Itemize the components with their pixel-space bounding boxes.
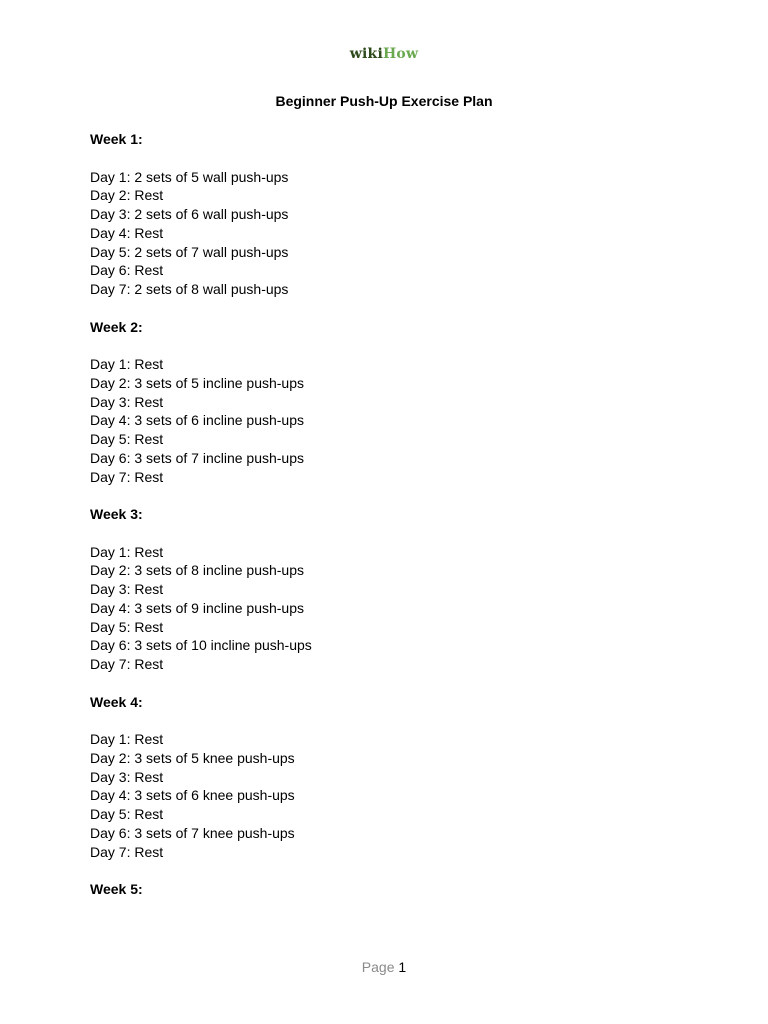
week-heading: Week 3: xyxy=(90,506,143,522)
page-footer xyxy=(0,958,768,976)
day-item: Day 6: 3 sets of 7 knee push-ups xyxy=(90,824,295,841)
day-list xyxy=(90,543,690,674)
logo-how-text: How xyxy=(382,46,419,62)
day-item: Day 4: 3 sets of 9 incline push-ups xyxy=(90,599,305,616)
week-3-section xyxy=(90,505,690,674)
page-number: 1 xyxy=(398,959,407,975)
week-heading: Week 5: xyxy=(90,881,143,897)
exercise-plan xyxy=(90,130,690,918)
day-item: Day 3: Rest xyxy=(90,581,164,597)
day-item: Day 1: Rest xyxy=(90,543,164,560)
page-label: Page xyxy=(361,959,395,975)
day-item: Day 7: Rest xyxy=(90,656,164,672)
week-heading: Week 1: xyxy=(90,131,143,147)
page-title: Beginner Push-Up Exercise Plan xyxy=(275,93,493,109)
day-item: Day 4: 3 sets of 6 incline push-ups xyxy=(90,412,305,429)
day-item: Day 3: Rest xyxy=(90,393,164,410)
day-item: Day 5: Rest xyxy=(90,618,164,635)
day-item: Day 1: 2 sets of 5 wall push-ups xyxy=(90,168,289,185)
day-item: Day 6: 3 sets of 7 incline push-ups xyxy=(90,449,305,466)
day-item: Day 2: Rest xyxy=(90,187,164,204)
day-item: Day 1: Rest xyxy=(90,731,164,747)
day-item: Day 4: 3 sets of 6 knee push-ups xyxy=(90,787,295,804)
wikihow-logo xyxy=(0,45,768,63)
day-item: Day 5: 2 sets of 7 wall push-ups xyxy=(90,243,289,260)
day-item: Day 3: Rest xyxy=(90,768,164,785)
day-list xyxy=(90,355,690,486)
week-5-section xyxy=(90,880,690,899)
day-item: Day 6: 3 sets of 10 incline push-ups xyxy=(90,637,312,654)
week-2-section xyxy=(90,318,690,487)
day-item: Day 7: 2 sets of 8 wall push-ups xyxy=(90,281,289,297)
day-item: Day 5: Rest xyxy=(90,806,164,822)
week-heading: Week 2: xyxy=(90,318,143,335)
day-item: Day 2: 3 sets of 5 incline push-ups xyxy=(90,374,305,391)
day-item: Day 2: 3 sets of 5 knee push-ups xyxy=(90,749,295,766)
day-item: Day 5: Rest xyxy=(90,431,164,447)
week-1-section xyxy=(90,130,690,299)
day-item: Day 3: 2 sets of 6 wall push-ups xyxy=(90,206,289,222)
day-list xyxy=(90,168,690,299)
day-item: Day 7: Rest xyxy=(90,468,164,485)
week-4-section xyxy=(90,693,690,862)
week-heading: Week 4: xyxy=(90,693,143,710)
day-item: Day 7: Rest xyxy=(90,843,164,860)
day-item: Day 6: Rest xyxy=(90,262,164,279)
logo-wiki-text: wiki xyxy=(349,46,383,62)
day-item: Day 2: 3 sets of 8 incline push-ups xyxy=(90,562,305,579)
day-item: Day 1: Rest xyxy=(90,356,164,372)
day-item: Day 4: Rest xyxy=(90,224,164,241)
day-list xyxy=(90,730,690,861)
